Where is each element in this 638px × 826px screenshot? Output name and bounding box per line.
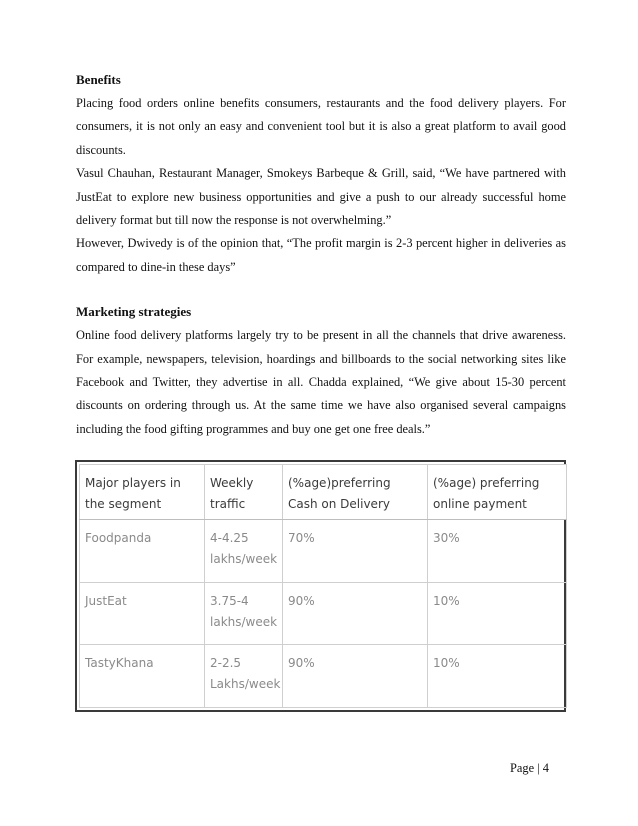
header-weekly-traffic: Weekly traffic	[205, 465, 283, 520]
cell-player: Foodpanda	[80, 520, 205, 583]
cell-player: TastyKhana	[80, 645, 205, 708]
cell-online: 10%	[428, 582, 567, 645]
benefits-paragraph-1: Placing food orders online benefits consumers, restaurants and the food delivery players. For consumers, it is not only an easy and convenient tool but it is also a great platform to avail good discounts.	[76, 96, 566, 157]
cell-traffic: 3.75-4 lakhs/week	[205, 582, 283, 645]
players-table	[79, 464, 567, 708]
cell-cod: 90%	[283, 582, 428, 645]
header-cash-on-delivery: (%age)preferring Cash on Delivery	[283, 465, 428, 520]
cell-cod: 90%	[283, 645, 428, 708]
cell-traffic: 2-2.5 Lakhs/week	[205, 645, 283, 708]
header-players: Major players in the segment	[80, 465, 205, 520]
table-header-row	[80, 465, 567, 520]
section-spacer	[76, 279, 566, 302]
table-row	[80, 645, 567, 708]
document-page	[76, 70, 566, 485]
benefits-heading: Benefits	[76, 72, 121, 87]
marketing-heading: Marketing strategies	[76, 304, 192, 320]
cell-traffic: 4-4.25 lakhs/week	[205, 520, 283, 583]
page-number: Page | 4	[510, 761, 549, 775]
cell-online: 30%	[428, 520, 567, 583]
marketing-paragraph: Online food delivery platforms largely try to be present in all the channels that drive awareness. For example, newspapers, television, hoardings and billboards to the social networking sites like Facebook and Twitter, they advertise in all. Chadda explained, “We give about 15-30 percent discounts on ordering through us. At the same time we have also organised several campaigns including the food gifting programmes and buy one get one free deals.”	[76, 328, 566, 436]
cell-player: JustEat	[80, 582, 205, 645]
header-online-payment: (%age) preferring online payment	[428, 465, 567, 520]
benefits-paragraph-2: Vasul Chauhan, Restaurant Manager, Smokeys Barbeque & Grill, said, “We have partnered with JustEat to explore new business opportunities and give a push to our already successful home delivery format but till now the response is not overwhelming.”	[76, 166, 566, 228]
table-row	[80, 582, 567, 645]
cell-cod: 70%	[283, 520, 428, 583]
cell-online: 10%	[428, 645, 567, 708]
table-row	[80, 520, 567, 583]
table-image-frame	[75, 460, 566, 712]
benefits-paragraph-3: However, Dwivedy is of the opinion that, “The profit margin is 2-3 percent higher in deliveries as compared to dine-in these days”	[76, 236, 566, 274]
